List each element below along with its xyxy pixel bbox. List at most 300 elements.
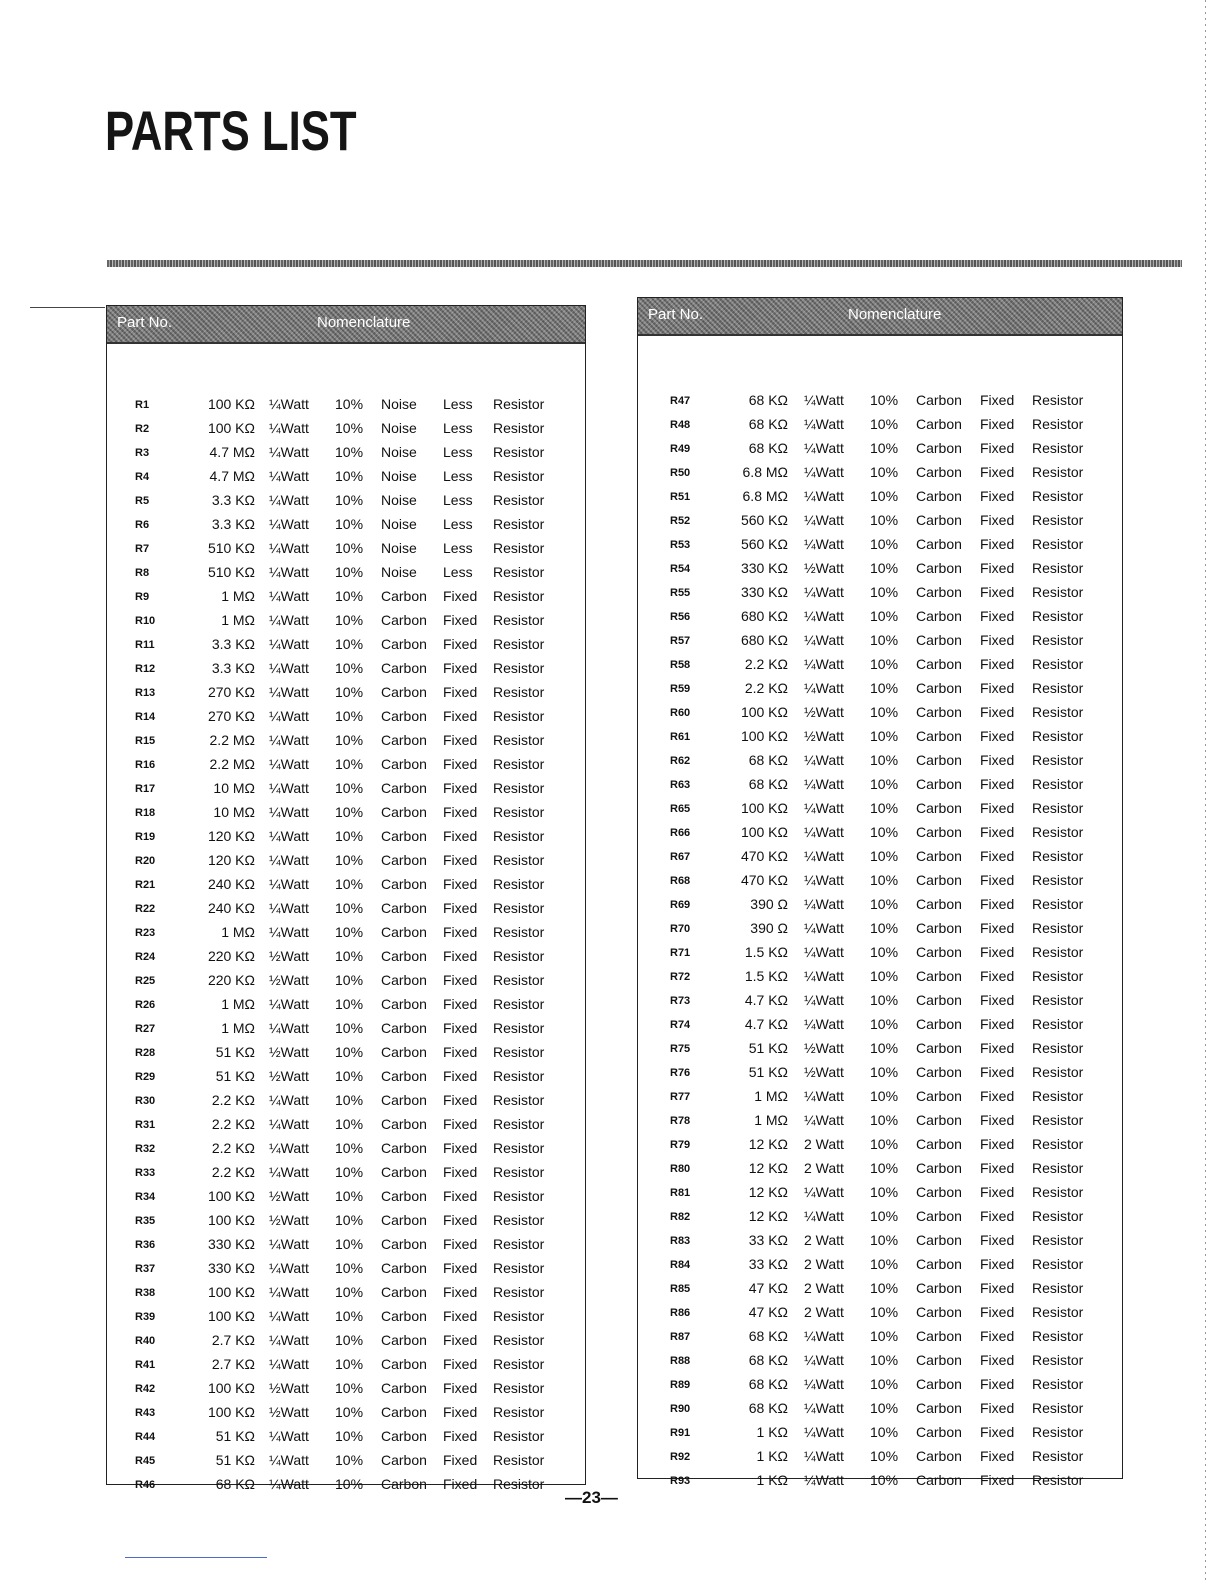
tolerance: 10% bbox=[870, 1304, 899, 1320]
resistance-value: 1 KΩ bbox=[756, 1448, 788, 1464]
type-1: Carbon bbox=[916, 1136, 962, 1152]
type-2: Fixed bbox=[980, 1424, 1015, 1440]
part-number: R52 bbox=[670, 515, 691, 527]
component-type: Resistor bbox=[1032, 1232, 1084, 1248]
table-row bbox=[107, 756, 585, 780]
type-2: Fixed bbox=[443, 780, 478, 796]
component-type: Resistor bbox=[493, 1356, 545, 1372]
type-2: Fixed bbox=[443, 708, 478, 724]
part-number: R36 bbox=[135, 1239, 156, 1251]
type-1: Carbon bbox=[916, 776, 962, 792]
type-1: Noise bbox=[381, 420, 417, 436]
wattage: ¼Watt bbox=[804, 896, 844, 912]
wattage: ¼Watt bbox=[804, 608, 844, 624]
resistance-value: 1 MΩ bbox=[221, 924, 255, 940]
resistance-value: 100 KΩ bbox=[207, 1284, 255, 1300]
wattage: ½Watt bbox=[269, 1380, 309, 1396]
part-number: R71 bbox=[670, 947, 691, 959]
wattage: ¼Watt bbox=[269, 636, 309, 652]
resistance-value: 510 KΩ bbox=[207, 564, 255, 580]
wattage: ¼Watt bbox=[804, 1472, 844, 1488]
part-number: R47 bbox=[670, 395, 691, 407]
part-number: R42 bbox=[135, 1383, 156, 1395]
page-number: —23— bbox=[565, 1488, 618, 1507]
type-2: Fixed bbox=[980, 680, 1015, 696]
resistance-value: 330 KΩ bbox=[740, 560, 788, 576]
part-number: R89 bbox=[670, 1379, 691, 1391]
resistance-value: 1 MΩ bbox=[754, 1112, 788, 1128]
type-1: Noise bbox=[381, 540, 417, 556]
resistance-value: 100 KΩ bbox=[207, 1308, 255, 1324]
wattage: ¼Watt bbox=[269, 876, 309, 892]
type-2: Fixed bbox=[443, 1284, 478, 1300]
component-type: Resistor bbox=[1032, 776, 1084, 792]
resistance-value: 68 KΩ bbox=[748, 1328, 788, 1344]
part-number: R34 bbox=[135, 1191, 156, 1203]
wattage: ¼Watt bbox=[269, 444, 309, 460]
resistance-value: 270 KΩ bbox=[207, 708, 255, 724]
type-1: Carbon bbox=[916, 992, 962, 1008]
wattage: ½Watt bbox=[269, 1188, 309, 1204]
part-number: R51 bbox=[670, 491, 691, 503]
resistance-value: 100 KΩ bbox=[740, 800, 788, 816]
component-type: Resistor bbox=[1032, 872, 1084, 888]
table-row bbox=[638, 1040, 1122, 1064]
wattage: ¼Watt bbox=[804, 944, 844, 960]
table-row bbox=[107, 1284, 585, 1308]
component-type: Resistor bbox=[1032, 1352, 1084, 1368]
type-2: Fixed bbox=[980, 968, 1015, 984]
part-number: R78 bbox=[670, 1115, 691, 1127]
tolerance: 10% bbox=[870, 488, 899, 504]
type-2: Fixed bbox=[443, 900, 478, 916]
wattage: ¼Watt bbox=[269, 1140, 309, 1156]
component-type: Resistor bbox=[1032, 920, 1084, 936]
type-2: Fixed bbox=[980, 944, 1015, 960]
table-row bbox=[638, 1472, 1122, 1496]
wattage: ¼Watt bbox=[269, 1332, 309, 1348]
wattage: ¼Watt bbox=[269, 540, 309, 556]
resistance-value: 330 KΩ bbox=[207, 1236, 255, 1252]
type-1: Carbon bbox=[381, 1116, 427, 1132]
type-2: Fixed bbox=[443, 828, 478, 844]
type-2: Fixed bbox=[980, 1472, 1015, 1488]
type-1: Carbon bbox=[916, 416, 962, 432]
part-number: R68 bbox=[670, 875, 691, 887]
type-1: Carbon bbox=[916, 920, 962, 936]
resistance-value: 100 KΩ bbox=[207, 1380, 255, 1396]
type-1: Carbon bbox=[916, 1400, 962, 1416]
wattage: ¼Watt bbox=[269, 1356, 309, 1372]
type-2: Fixed bbox=[980, 1328, 1015, 1344]
wattage: ½Watt bbox=[269, 1404, 309, 1420]
resistance-value: 33 KΩ bbox=[748, 1256, 788, 1272]
tolerance: 10% bbox=[335, 1116, 364, 1132]
type-1: Carbon bbox=[916, 1184, 962, 1200]
type-2: Fixed bbox=[980, 1160, 1015, 1176]
part-number: R80 bbox=[670, 1163, 691, 1175]
resistance-value: 470 KΩ bbox=[740, 848, 788, 864]
tolerance: 10% bbox=[335, 492, 364, 508]
component-type: Resistor bbox=[1032, 848, 1084, 864]
type-1: Carbon bbox=[381, 1356, 427, 1372]
tolerance: 10% bbox=[870, 680, 899, 696]
type-1: Carbon bbox=[381, 972, 427, 988]
part-number: R92 bbox=[670, 1451, 691, 1463]
resistance-value: 390 Ω bbox=[750, 920, 788, 936]
resistance-value: 100 KΩ bbox=[207, 1212, 255, 1228]
tolerance: 10% bbox=[870, 944, 899, 960]
wattage: ¼Watt bbox=[269, 1308, 309, 1324]
part-number: R45 bbox=[135, 1455, 156, 1467]
component-type: Resistor bbox=[493, 996, 545, 1012]
table-row bbox=[107, 1116, 585, 1140]
part-number: R35 bbox=[135, 1215, 156, 1227]
type-2: Fixed bbox=[980, 1352, 1015, 1368]
type-1: Carbon bbox=[381, 900, 427, 916]
type-1: Carbon bbox=[916, 1040, 962, 1056]
type-2: Fixed bbox=[980, 1448, 1015, 1464]
tolerance: 10% bbox=[335, 804, 364, 820]
table-row bbox=[107, 516, 585, 540]
tolerance: 10% bbox=[870, 1376, 899, 1392]
resistance-value: 51 KΩ bbox=[215, 1044, 255, 1060]
tolerance: 10% bbox=[335, 684, 364, 700]
header-part-no: Part No. bbox=[117, 314, 173, 331]
tolerance: 10% bbox=[870, 1328, 899, 1344]
wattage: ¼Watt bbox=[269, 756, 309, 772]
wattage: ½Watt bbox=[804, 1040, 844, 1056]
resistance-value: 680 KΩ bbox=[740, 632, 788, 648]
resistance-value: 390 Ω bbox=[750, 896, 788, 912]
component-type: Resistor bbox=[1032, 416, 1084, 432]
type-1: Carbon bbox=[381, 1140, 427, 1156]
type-2: Fixed bbox=[443, 732, 478, 748]
type-2: Fixed bbox=[980, 1376, 1015, 1392]
wattage: ½Watt bbox=[269, 1212, 309, 1228]
table-row bbox=[638, 1448, 1122, 1472]
tolerance: 10% bbox=[335, 1428, 364, 1444]
part-number: R66 bbox=[670, 827, 691, 839]
type-2: Fixed bbox=[980, 872, 1015, 888]
tolerance: 10% bbox=[335, 852, 364, 868]
component-type: Resistor bbox=[1032, 800, 1084, 816]
part-number: R16 bbox=[135, 759, 156, 771]
resistance-value: 2.2 MΩ bbox=[209, 732, 255, 748]
part-number: R84 bbox=[670, 1259, 691, 1271]
type-1: Carbon bbox=[916, 752, 962, 768]
resistance-value: 1.5 KΩ bbox=[744, 968, 788, 984]
wattage: ¼Watt bbox=[269, 924, 309, 940]
type-2: Fixed bbox=[980, 632, 1015, 648]
type-1: Carbon bbox=[916, 1088, 962, 1104]
resistance-value: 68 KΩ bbox=[748, 776, 788, 792]
table-row bbox=[638, 776, 1122, 800]
tolerance: 10% bbox=[335, 588, 364, 604]
tolerance: 10% bbox=[870, 752, 899, 768]
type-2: Less bbox=[443, 516, 473, 532]
type-1: Noise bbox=[381, 516, 417, 532]
tolerance: 10% bbox=[870, 1352, 899, 1368]
type-1: Carbon bbox=[381, 1284, 427, 1300]
wattage: ¼Watt bbox=[269, 1020, 309, 1036]
part-number: R87 bbox=[670, 1331, 691, 1343]
resistance-value: 1 MΩ bbox=[221, 996, 255, 1012]
resistance-value: 12 KΩ bbox=[748, 1160, 788, 1176]
tolerance: 10% bbox=[335, 1404, 364, 1420]
table-row bbox=[107, 1380, 585, 1404]
table-row bbox=[107, 468, 585, 492]
part-number: R81 bbox=[670, 1187, 691, 1199]
component-type: Resistor bbox=[1032, 1184, 1084, 1200]
wattage: ¼Watt bbox=[804, 992, 844, 1008]
type-1: Carbon bbox=[381, 1164, 427, 1180]
part-number: R14 bbox=[135, 711, 156, 723]
type-2: Fixed bbox=[443, 1212, 478, 1228]
table-row bbox=[638, 896, 1122, 920]
tolerance: 10% bbox=[335, 636, 364, 652]
table-row bbox=[638, 848, 1122, 872]
wattage: ¼Watt bbox=[804, 488, 844, 504]
component-type: Resistor bbox=[1032, 680, 1084, 696]
type-2: Fixed bbox=[980, 1208, 1015, 1224]
type-1: Carbon bbox=[916, 584, 962, 600]
table-row bbox=[107, 732, 585, 756]
wattage: ½Watt bbox=[804, 560, 844, 576]
type-2: Fixed bbox=[443, 1260, 478, 1276]
component-type: Resistor bbox=[1032, 824, 1084, 840]
table-row bbox=[638, 992, 1122, 1016]
wattage: 2 Watt bbox=[804, 1304, 844, 1320]
type-1: Carbon bbox=[381, 684, 427, 700]
resistance-value: 51 KΩ bbox=[215, 1452, 255, 1468]
resistance-value: 120 KΩ bbox=[207, 828, 255, 844]
table-row bbox=[638, 1328, 1122, 1352]
wattage: ¼Watt bbox=[804, 848, 844, 864]
type-1: Carbon bbox=[381, 1404, 427, 1420]
part-number: R60 bbox=[670, 707, 691, 719]
part-number: R93 bbox=[670, 1475, 691, 1487]
table-row bbox=[638, 1352, 1122, 1376]
wattage: ¼Watt bbox=[269, 1236, 309, 1252]
type-1: Carbon bbox=[916, 944, 962, 960]
type-2: Fixed bbox=[443, 996, 478, 1012]
part-number: R9 bbox=[135, 591, 150, 603]
wattage: ¼Watt bbox=[804, 872, 844, 888]
table-row bbox=[638, 1088, 1122, 1112]
tolerance: 10% bbox=[870, 704, 899, 720]
resistance-value: 100 KΩ bbox=[740, 704, 788, 720]
type-1: Carbon bbox=[916, 536, 962, 552]
tolerance: 10% bbox=[870, 608, 899, 624]
tolerance: 10% bbox=[870, 1016, 899, 1032]
wattage: ½Watt bbox=[804, 728, 844, 744]
type-1: Carbon bbox=[916, 896, 962, 912]
part-number: R53 bbox=[670, 539, 691, 551]
component-type: Resistor bbox=[1032, 1328, 1084, 1344]
type-1: Noise bbox=[381, 468, 417, 484]
type-1: Noise bbox=[381, 492, 417, 508]
table-row bbox=[638, 1280, 1122, 1304]
component-type: Resistor bbox=[493, 804, 545, 820]
part-number: R25 bbox=[135, 975, 156, 987]
component-type: Resistor bbox=[493, 780, 545, 796]
wattage: ¼Watt bbox=[269, 1284, 309, 1300]
tolerance: 10% bbox=[335, 828, 364, 844]
table-row bbox=[638, 1016, 1122, 1040]
type-2: Fixed bbox=[443, 1452, 478, 1468]
part-number: R40 bbox=[135, 1335, 156, 1347]
component-type: Resistor bbox=[493, 924, 545, 940]
resistance-value: 4.7 KΩ bbox=[744, 1016, 788, 1032]
wattage: ¼Watt bbox=[804, 656, 844, 672]
type-1: Carbon bbox=[381, 660, 427, 676]
wattage: ¼Watt bbox=[269, 684, 309, 700]
type-2: Fixed bbox=[443, 1356, 478, 1372]
type-2: Less bbox=[443, 540, 473, 556]
tolerance: 10% bbox=[335, 1092, 364, 1108]
type-1: Carbon bbox=[916, 1328, 962, 1344]
component-type: Resistor bbox=[1032, 1304, 1084, 1320]
resistance-value: 100 KΩ bbox=[740, 728, 788, 744]
wattage: ¼Watt bbox=[269, 420, 309, 436]
type-1: Carbon bbox=[381, 1212, 427, 1228]
table-row bbox=[107, 1236, 585, 1260]
wattage: ¼Watt bbox=[269, 708, 309, 724]
table-row bbox=[638, 416, 1122, 440]
type-2: Fixed bbox=[443, 636, 478, 652]
component-type: Resistor bbox=[1032, 1448, 1084, 1464]
table-row bbox=[638, 1424, 1122, 1448]
component-type: Resistor bbox=[1032, 632, 1084, 648]
type-1: Carbon bbox=[381, 996, 427, 1012]
tolerance: 10% bbox=[870, 1112, 899, 1128]
component-type: Resistor bbox=[493, 420, 545, 436]
type-1: Carbon bbox=[381, 828, 427, 844]
part-number: R55 bbox=[670, 587, 691, 599]
wattage: ¼Watt bbox=[804, 920, 844, 936]
resistance-value: 68 KΩ bbox=[748, 1400, 788, 1416]
type-2: Fixed bbox=[980, 608, 1015, 624]
part-number: R85 bbox=[670, 1283, 691, 1295]
part-number: R79 bbox=[670, 1139, 691, 1151]
resistance-value: 470 KΩ bbox=[740, 872, 788, 888]
resistance-value: 68 KΩ bbox=[748, 440, 788, 456]
resistance-value: 68 KΩ bbox=[748, 392, 788, 408]
part-number: R65 bbox=[670, 803, 691, 815]
type-1: Carbon bbox=[381, 924, 427, 940]
type-2: Fixed bbox=[980, 728, 1015, 744]
tolerance: 10% bbox=[870, 824, 899, 840]
tolerance: 10% bbox=[335, 900, 364, 916]
resistance-value: 2.2 KΩ bbox=[744, 656, 788, 672]
type-1: Carbon bbox=[916, 704, 962, 720]
part-number: R91 bbox=[670, 1427, 691, 1439]
type-2: Fixed bbox=[443, 1164, 478, 1180]
table-row bbox=[107, 804, 585, 828]
type-1: Carbon bbox=[916, 728, 962, 744]
margin-line bbox=[30, 307, 105, 308]
type-1: Carbon bbox=[916, 1472, 962, 1488]
tolerance: 10% bbox=[870, 656, 899, 672]
type-1: Carbon bbox=[916, 824, 962, 840]
type-2: Fixed bbox=[443, 1404, 478, 1420]
tolerance: 10% bbox=[870, 728, 899, 744]
tolerance: 10% bbox=[870, 848, 899, 864]
table-row bbox=[107, 1404, 585, 1428]
wattage: ¼Watt bbox=[804, 512, 844, 528]
type-1: Carbon bbox=[381, 1044, 427, 1060]
table-row bbox=[107, 972, 585, 996]
table-row bbox=[638, 392, 1122, 416]
part-number: R63 bbox=[670, 779, 691, 791]
table-row bbox=[638, 752, 1122, 776]
tolerance: 10% bbox=[335, 948, 364, 964]
table-row bbox=[638, 512, 1122, 536]
type-2: Fixed bbox=[443, 756, 478, 772]
component-type: Resistor bbox=[493, 1188, 545, 1204]
resistance-value: 330 KΩ bbox=[740, 584, 788, 600]
type-1: Carbon bbox=[381, 756, 427, 772]
tolerance: 10% bbox=[870, 896, 899, 912]
type-1: Carbon bbox=[381, 1380, 427, 1396]
type-1: Carbon bbox=[916, 1064, 962, 1080]
resistance-value: 2.2 KΩ bbox=[744, 680, 788, 696]
type-1: Carbon bbox=[916, 1424, 962, 1440]
tolerance: 10% bbox=[870, 1136, 899, 1152]
part-number: R6 bbox=[135, 519, 150, 531]
part-number: R50 bbox=[670, 467, 691, 479]
table-row bbox=[107, 636, 585, 660]
resistance-value: 240 KΩ bbox=[207, 900, 255, 916]
resistance-value: 4.7 MΩ bbox=[209, 468, 255, 484]
resistance-value: 51 KΩ bbox=[748, 1064, 788, 1080]
type-2: Less bbox=[443, 492, 473, 508]
part-number: R38 bbox=[135, 1287, 156, 1299]
wattage: ½Watt bbox=[269, 1044, 309, 1060]
tolerance: 10% bbox=[335, 1140, 364, 1156]
tolerance: 10% bbox=[870, 800, 899, 816]
type-1: Carbon bbox=[381, 612, 427, 628]
resistance-value: 51 KΩ bbox=[215, 1068, 255, 1084]
wattage: ¼Watt bbox=[269, 396, 309, 412]
table-row bbox=[107, 1452, 585, 1476]
table-row bbox=[107, 1164, 585, 1188]
table-row bbox=[638, 800, 1122, 824]
tolerance: 10% bbox=[870, 1208, 899, 1224]
type-2: Fixed bbox=[443, 1188, 478, 1204]
resistance-value: 68 KΩ bbox=[215, 1476, 255, 1492]
table-row bbox=[107, 660, 585, 684]
wattage: ¼Watt bbox=[269, 516, 309, 532]
wattage: ¼Watt bbox=[804, 1352, 844, 1368]
part-number: R44 bbox=[135, 1431, 156, 1443]
component-type: Resistor bbox=[1032, 584, 1084, 600]
type-2: Fixed bbox=[980, 704, 1015, 720]
tolerance: 10% bbox=[870, 464, 899, 480]
wattage: ¼Watt bbox=[269, 804, 309, 820]
part-number: R23 bbox=[135, 927, 156, 939]
type-1: Carbon bbox=[916, 1280, 962, 1296]
tolerance: 10% bbox=[870, 440, 899, 456]
tolerance: 10% bbox=[870, 416, 899, 432]
tolerance: 10% bbox=[335, 1284, 364, 1300]
resistance-value: 2.2 KΩ bbox=[211, 1140, 255, 1156]
wattage: ½Watt bbox=[804, 704, 844, 720]
wattage: 2 Watt bbox=[804, 1256, 844, 1272]
type-1: Carbon bbox=[916, 968, 962, 984]
parts-table-right bbox=[637, 297, 1123, 1488]
